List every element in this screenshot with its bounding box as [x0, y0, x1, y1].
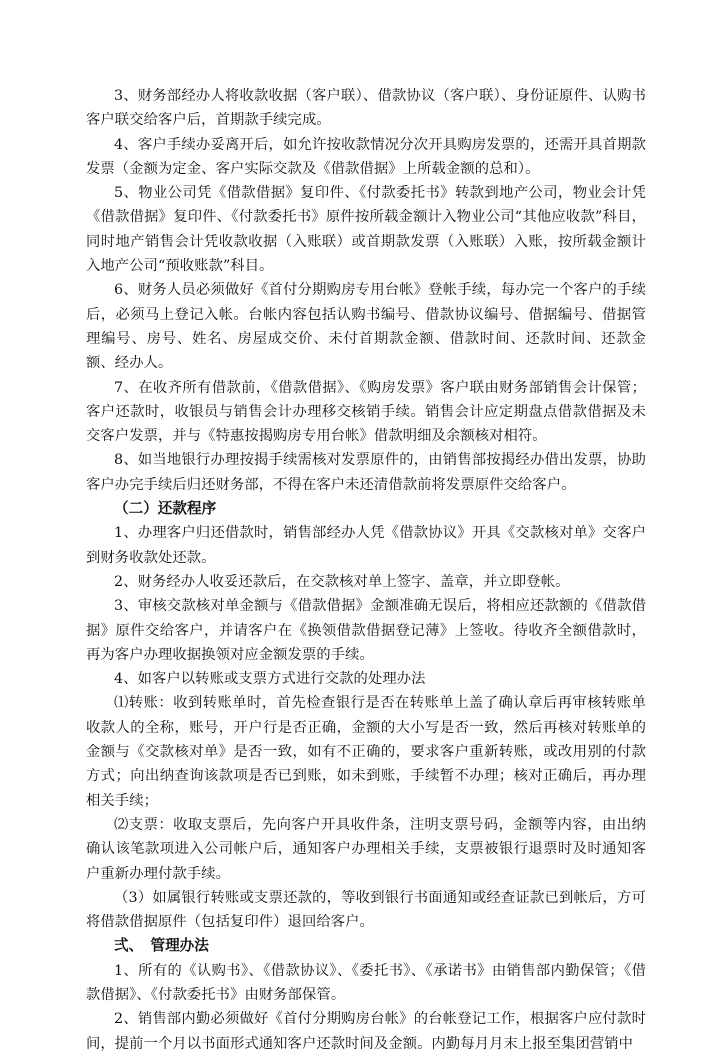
paragraph: 6、财务人员必须做好《首付分期购房专用台帐》登帐手续，每办完一个客户的手续后，必须马上登记入帐。台帐内容包括认购书编号、借款协议编号、借据编号、借据管理编号、房号、姓名、房屋成交价、未付首期款金额、借款时间、还款时间、还款金额、经办人。 — [86, 282, 646, 372]
paragraph: 3、审核交款核对单金额与《借款借据》金额准确无误后，将相应还款额的《借款借据》原件交给客户，并请客户在《换领借款借据登记薄》上签收。待收齐全额借款时，再为客户办理收据换领对应金额发票的手续。 — [86, 598, 646, 663]
paragraph: ⑴转账：收到转账单时，首先检查银行是否在转账单上盖了确认章后再审核转账单收款人的全称，账号，开户行是否正确，金额的大小写是否一致，然后再核对转账单的金额与《交款核对单》是否一致，如有不正确的，要求客户重新转账，或改用别的付款方式；向出纳查询该款项是否已到账，如未到账，手续暂不办理；核对正确后，再办理相关手续； — [86, 695, 646, 809]
paragraph: 8、如当地银行办理按揭手续需核对发票原件的，由销售部按揭经办借出发票，协助客户办完手续后归还财务部，不得在客户未还清借款前将发票原件交给客户。 — [86, 452, 646, 493]
paragraph: ⑵支票：收取支票后，先向客户开具收件条，注明支票号码，金额等内容，由出纳确认该笔款项进入公司帐户后，通知客户办理相关手续，支票被银行退票时及时通知客户重新办理付款手续。 — [86, 816, 646, 882]
paragraph: 7、在收齐所有借款前，《借款借据》、《购房发票》客户联由财务部销售会计保管；客户还款时，收银员与销售会计办理移交核销手续。销售会计应定期盘点借款借据及未交客户发票，并与《特惠按揭购房专用台帐》借款明细及余额核对相符。 — [86, 379, 646, 445]
document-body — [86, 84, 646, 1056]
paragraph: （3）如属银行转账或支票还款的，等收到银行书面通知或经查证款已到帐后，方可将借款借据原件（包括复印件）退回给客户。 — [86, 889, 646, 931]
section-heading: 弍、 管理办法 — [114, 937, 209, 955]
paragraph: 2、销售部内勤必须做好《首付分期购房台帐》的台帐登记工作，根据客户应付款时间，提前一个月以书面形式通知客户还款时间及金额。内勤每月月末上报至集团营销中 — [86, 1011, 646, 1052]
paragraph: 4、如客户以转账或支票方式进行交款的处理办法 — [114, 671, 426, 688]
paragraph: 5、物业公司凭《借款借据》复印件、《付款委托书》转款到地产公司，物业会计凭《借款借据》复印件、《付款委托书》原件按所载金额计入物业公司“其他应收款”科目，同时地产销售会计凭收款收据（入账联）或首期款发票（入账联）入账，按所载金额计入地产公司“预收账款”科目。 — [86, 185, 646, 275]
paragraph: 3、财务部经办人将收款收据（客户联）、借款协议（客户联）、身份证原件、认购书客户联交给客户后，首期款手续完成。 — [86, 88, 646, 129]
paragraph: 2、财务经办人收妥还款后，在交款核对单上签字、盖章，并立即登帐。 — [114, 573, 570, 590]
paragraph: 1、所有的《认购书》、《借款协议》、《委托书》、《承诺书》由销售部内勤保管；《借款借据》、《付款委托书》由财务部保管。 — [86, 962, 646, 1003]
section-heading: （二）还款程序 — [114, 500, 217, 518]
paragraph: 1、办理客户归还借款时，销售部经办人凭《借款协议》开具《交款核对单》交客户到财务收款处还款。 — [86, 525, 646, 566]
paragraph: 4、客户手续办妥离开后，如允许按收款情况分次开具购房发票的，还需开具首期款发票（金额为定金、客户实际交款及《借款借据》上所载金额的总和）。 — [86, 136, 646, 177]
